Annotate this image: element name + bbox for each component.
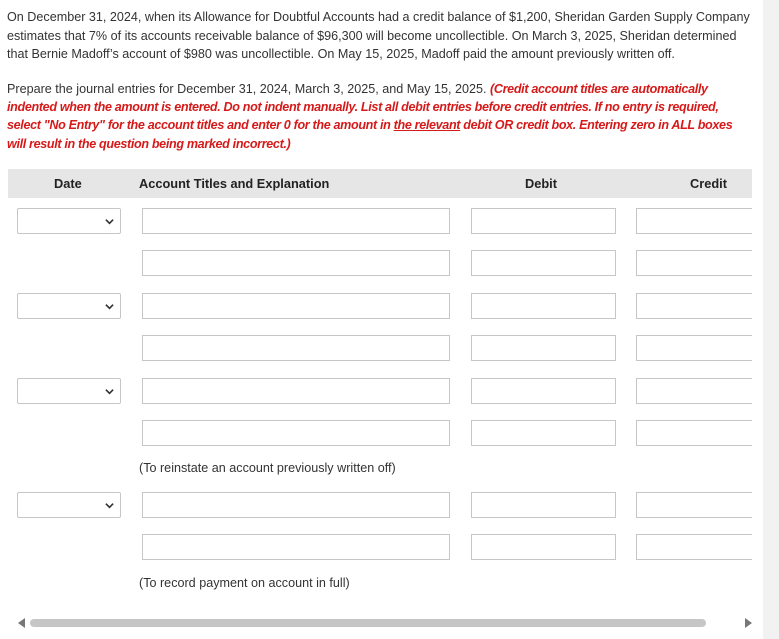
date-select-4[interactable] [17, 492, 121, 518]
credit-input-2a[interactable] [636, 293, 752, 319]
chevron-down-icon [105, 217, 114, 226]
credit-input-2b[interactable] [636, 335, 752, 361]
instructions-text: Prepare the journal entries for December 31, 2024, March 3, 2025, and May 15, 2025. [7, 82, 487, 96]
debit-input-1b[interactable] [471, 250, 616, 276]
header-credit: Credit [690, 176, 727, 191]
instructions-warning: (Credit account titles are automatically indented when the amount is entered. Do not indent manually. List all debit entries before credit entries. If no entry is required, select "No Entry" for the account titles and enter 0 for the amount in the relevant debit OR credit box. Entering zero in ALL boxes will result in the question being marked incorrect.) [7, 82, 733, 151]
credit-input-3a[interactable] [636, 378, 752, 404]
header-debit: Debit [525, 176, 557, 191]
debit-input-1a[interactable] [471, 208, 616, 234]
credit-input-1b[interactable] [636, 250, 752, 276]
scrollbar-thumb[interactable] [30, 619, 706, 627]
horizontal-scrollbar[interactable] [8, 615, 752, 629]
debit-input-4b[interactable] [471, 534, 616, 560]
instructions [7, 80, 752, 153]
scroll-left-icon[interactable] [18, 618, 25, 628]
relevant-link: the relevant [393, 118, 461, 133]
credit-input-4a[interactable] [636, 492, 752, 518]
credit-input-1a[interactable] [636, 208, 752, 234]
account-input-2b[interactable] [142, 335, 450, 361]
date-select-1[interactable] [17, 208, 121, 234]
chevron-down-icon [105, 387, 114, 396]
explanation-reinstate: (To reinstate an account previously written off) [139, 461, 396, 475]
scroll-right-icon[interactable] [745, 618, 752, 628]
debit-input-4a[interactable] [471, 492, 616, 518]
chevron-down-icon [105, 302, 114, 311]
header-date: Date [54, 176, 82, 191]
account-input-4a[interactable] [142, 492, 450, 518]
debit-input-3b[interactable] [471, 420, 616, 446]
account-input-3b[interactable] [142, 420, 450, 446]
debit-input-3a[interactable] [471, 378, 616, 404]
chevron-down-icon [105, 501, 114, 510]
account-input-1b[interactable] [142, 250, 450, 276]
credit-input-3b[interactable] [636, 420, 752, 446]
table-header [8, 169, 752, 198]
debit-input-2a[interactable] [471, 293, 616, 319]
debit-input-2b[interactable] [471, 335, 616, 361]
explanation-payment: (To record payment on account in full) [139, 576, 350, 590]
problem-statement: On December 31, 2024, when its Allowance for Doubtful Accounts had a credit balance of $1,200, Sheridan Garden Supply Company estimates that 7% of its accounts receivable balance of $96,300 will become uncollectible. On March 3, 2025, Sheridan determined that Bernie Madoff’s account of $980 was uncollectible. On May 15, 2025, Madoff paid the amount previously written off. [7, 10, 750, 61]
account-input-1a[interactable] [142, 208, 450, 234]
account-input-4b[interactable] [142, 534, 450, 560]
account-input-2a[interactable] [142, 293, 450, 319]
date-select-2[interactable] [17, 293, 121, 319]
header-account: Account Titles and Explanation [139, 176, 330, 191]
date-select-3[interactable] [17, 378, 121, 404]
account-input-3a[interactable] [142, 378, 450, 404]
credit-input-4b[interactable] [636, 534, 752, 560]
vertical-scrollbar[interactable] [763, 0, 779, 639]
